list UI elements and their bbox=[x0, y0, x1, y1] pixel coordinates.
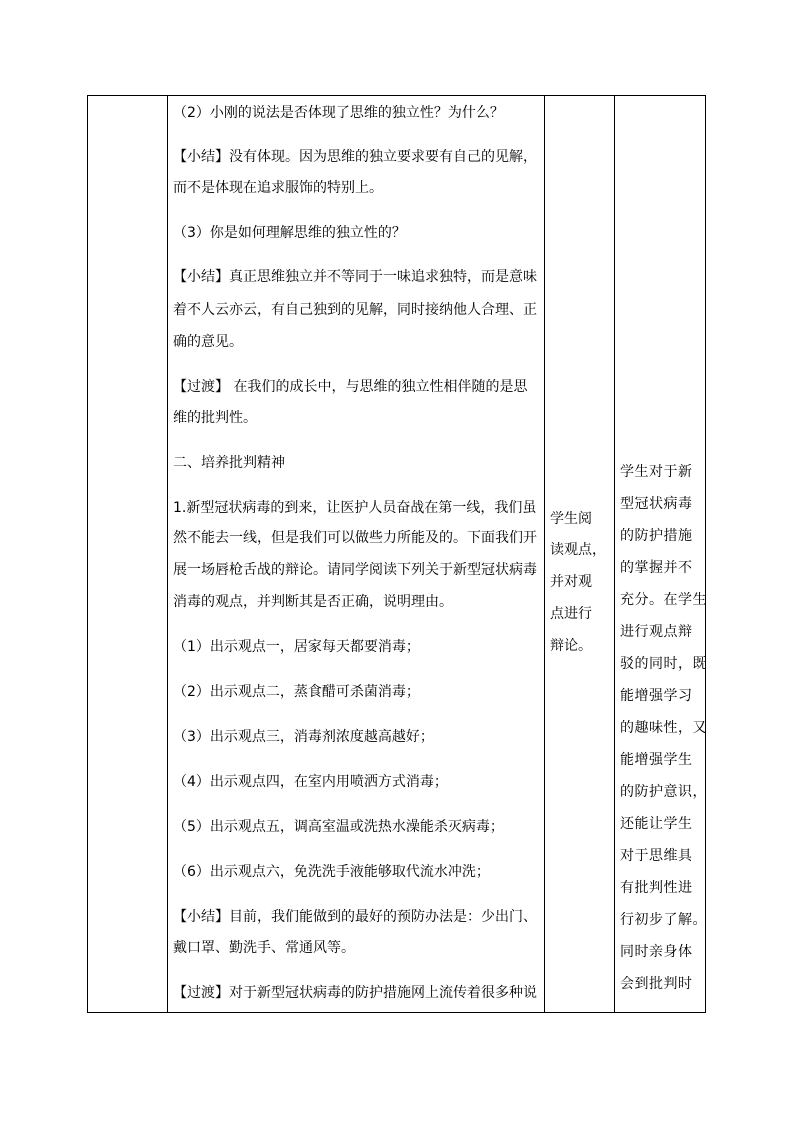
viewpoint-1: （1）出示观点一，居家每天都要消毒； bbox=[173, 639, 420, 655]
summary-3-line-2: 戴口罩、勤洗手、常通风等。 bbox=[173, 940, 355, 956]
design-intent-line: 对于思维具 bbox=[620, 848, 693, 864]
viewpoint-3: （3）出示观点三，消毒剂浓度越高越好； bbox=[173, 729, 434, 745]
paragraph-1-line-2: 然不能去一线，但是我们可以做些力所能及的。下面我们开 bbox=[173, 530, 537, 546]
column-divider bbox=[544, 95, 545, 1013]
design-intent-line: 驳的同时，既 bbox=[620, 656, 707, 672]
summary-2-line-1: 【小结】真正思维独立并不等同于一味追求独特，而是意味 bbox=[173, 269, 537, 285]
summary-1-line-2: 而不是体现在追求服饰的特别上。 bbox=[173, 180, 383, 196]
question-3: （3）你是如何理解思维的独立性的？ bbox=[173, 225, 406, 241]
design-intent-line: 有批判性进 bbox=[620, 880, 693, 896]
column-divider bbox=[614, 95, 615, 1013]
design-intent-line: 会到批判时 bbox=[620, 976, 693, 992]
design-intent-line: 的掌握并不 bbox=[620, 560, 693, 576]
student-activity-line: 学生阅 bbox=[550, 511, 592, 527]
viewpoint-6: （6）出示观点六，免洗洗手液能够取代流水冲洗； bbox=[173, 864, 490, 880]
design-intent-line: 进行观点辩 bbox=[620, 624, 693, 640]
question-2: （2）小刚的说法是否体现了思维的独立性？为什么？ bbox=[173, 105, 504, 121]
summary-1-line-1: 【小结】没有体现。因为思维的独立要求要有自己的见解， bbox=[173, 149, 537, 165]
design-intent-line: 学生对于新 bbox=[620, 464, 693, 480]
transition-1-line-2: 维的批判性。 bbox=[173, 410, 257, 426]
viewpoint-4: （4）出示观点四，在室内用喷洒方式消毒； bbox=[173, 774, 448, 790]
design-intent-line: 同时亲身体 bbox=[620, 944, 693, 960]
design-intent-line: 能增强学习 bbox=[620, 688, 693, 704]
viewpoint-2: （2）出示观点二，蒸食醋可杀菌消毒； bbox=[173, 684, 420, 700]
summary-2-line-3: 确的意见。 bbox=[173, 334, 243, 350]
transition-2-line-1: 【过渡】对于新型冠状病毒的防护措施网上流传着很多种说 bbox=[173, 985, 537, 1001]
student-activity-line: 辩论。 bbox=[550, 638, 592, 654]
transition-1-line-1: 【过渡】 在我们的成长中，与思维的独立性相伴随的是思 bbox=[173, 379, 528, 395]
design-intent-line: 能增强学生 bbox=[620, 752, 693, 768]
summary-2-line-2: 着不人云亦云，有自己独到的见解，同时接纳他人合理、正 bbox=[173, 302, 537, 318]
student-activity-line: 并对观 bbox=[550, 574, 592, 590]
student-activity-line: 点进行 bbox=[550, 606, 592, 622]
summary-3-line-1: 【小结】目前，我们能做到的最好的预防办法是：少出门、 bbox=[173, 909, 537, 925]
design-intent-line: 的趣味性，又 bbox=[620, 720, 707, 736]
design-intent-line: 还能让学生 bbox=[620, 816, 693, 832]
design-intent-line: 行初步了解。 bbox=[620, 912, 707, 928]
viewpoint-5: （5）出示观点五，调高室温或洗热水澡能杀灭病毒； bbox=[173, 819, 504, 835]
paragraph-1-line-1: 1.新型冠状病毒的到来，让医护人员奋战在第一线，我们虽 bbox=[173, 500, 537, 516]
design-intent-line: 充分。在学生 bbox=[620, 592, 707, 608]
column-divider bbox=[167, 95, 168, 1013]
paragraph-1-line-3: 展一场唇枪舌战的辩论。请同学阅读下列关于新型冠状病毒 bbox=[173, 562, 537, 578]
design-intent-line: 型冠状病毒 bbox=[620, 496, 693, 512]
paragraph-1-line-4: 消毒的观点，并判断其是否正确，说明理由。 bbox=[173, 594, 453, 610]
student-activity-line: 读观点， bbox=[550, 542, 606, 558]
design-intent-line: 的防护意识， bbox=[620, 784, 707, 800]
section-heading: 二、培养批判精神 bbox=[173, 455, 285, 471]
design-intent-line: 的防护措施 bbox=[620, 528, 693, 544]
